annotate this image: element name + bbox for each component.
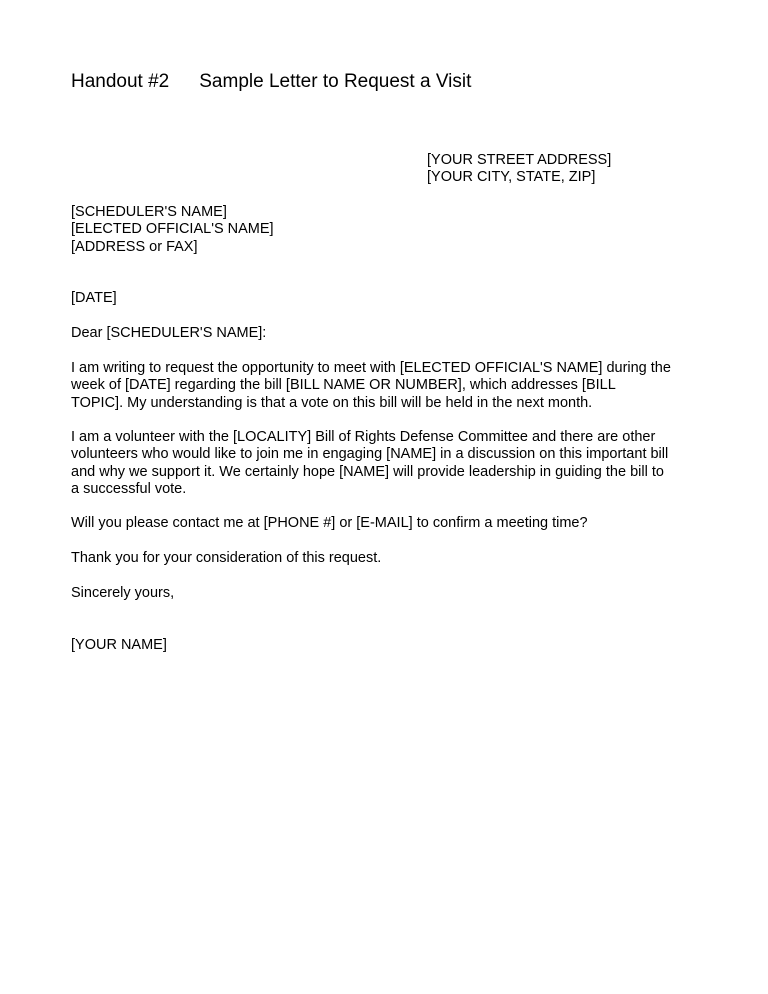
sender-address (427, 152, 611, 187)
paragraph-line: week of [DATE] regarding the bill [BILL NAME OR NUMBER], which addresses [BILL (71, 377, 616, 394)
paragraph-thanks: Thank you for your consideration of this request. (71, 550, 382, 566)
handout-title: Sample Letter to Request a Visit (199, 71, 472, 92)
salutation: Dear [SCHEDULER'S NAME]: (71, 325, 267, 341)
recipient-address: [ADDRESS or FAX] (71, 238, 198, 255)
paragraph-line: volunteers who would like to join me in engaging [NAME] in a discussion on this important bill (71, 446, 669, 463)
paragraph-line: I am a volunteer with the [LOCALITY] Bill of Rights Defense Committee and there are other (71, 429, 656, 445)
letter-date: [DATE] (71, 290, 117, 306)
paragraph-line: a successful vote. (71, 481, 187, 498)
paragraph-line: and why we support it. We certainly hope [NAME] will provide leadership in guiding the bill to (71, 463, 664, 480)
signature-name: [YOUR NAME] (71, 637, 167, 653)
paragraph-request (71, 360, 701, 412)
paragraph-line: TOPIC]. My understanding is that a vote on this bill will be held in the next month. (71, 394, 593, 411)
recipient-scheduler-name: [SCHEDULER'S NAME] (71, 204, 227, 220)
recipient-block (71, 204, 274, 256)
closing: Sincerely yours, (71, 585, 175, 601)
handout-number: Handout #2 (71, 71, 170, 92)
paragraph-volunteer (71, 429, 701, 499)
handout-heading (71, 70, 471, 94)
sender-city-state-zip: [YOUR CITY, STATE, ZIP] (427, 169, 596, 186)
sender-street: [YOUR STREET ADDRESS] (427, 152, 612, 168)
paragraph-contact: Will you please contact me at [PHONE #] or [E-MAIL] to confirm a meeting time? (71, 515, 588, 531)
paragraph-line: I am writing to request the opportunity to meet with [ELECTED OFFICIAL'S NAME] during the (71, 360, 671, 376)
recipient-official-name: [ELECTED OFFICIAL'S NAME] (71, 221, 274, 238)
